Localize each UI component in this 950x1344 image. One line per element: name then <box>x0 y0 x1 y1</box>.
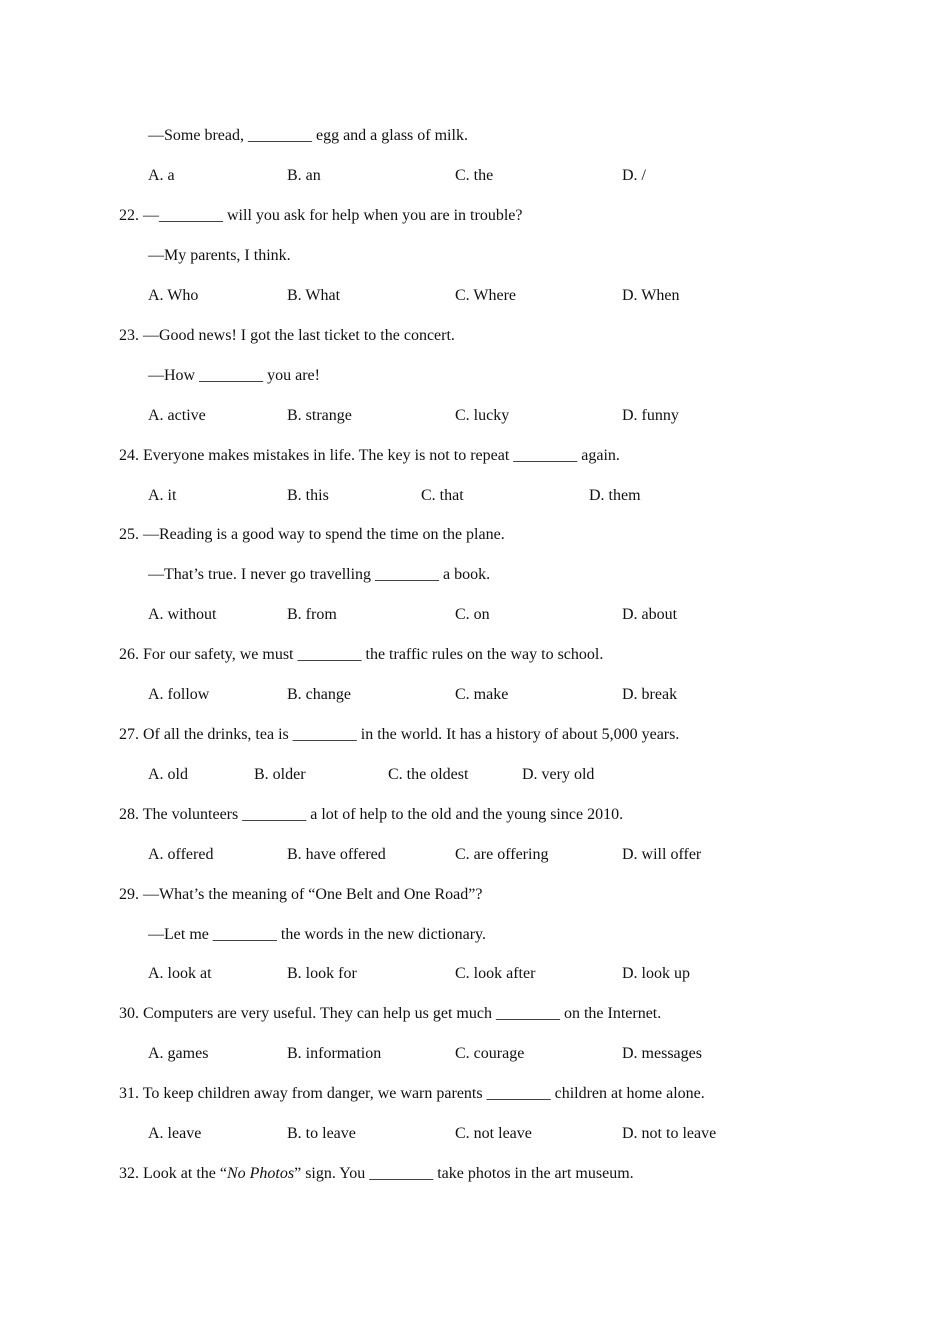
q26-option-b: B. change <box>287 686 351 703</box>
q32-stem-end: ” sign. You ________ take photos in the art museum. <box>294 1165 634 1182</box>
q27-option-b: B. older <box>254 766 306 783</box>
q28-option-a: A. offered <box>148 846 214 863</box>
q21-option-d: D. / <box>622 167 646 184</box>
q31-option-d: D. not to leave <box>622 1125 717 1142</box>
q24-option-a: A. it <box>148 487 177 504</box>
q25-option-a: A. without <box>148 606 217 623</box>
q31-option-b: B. to leave <box>287 1125 356 1142</box>
q26-option-c: C. make <box>455 686 509 703</box>
q32-stem <box>119 1164 634 1184</box>
q24-option-c: C. that <box>421 487 464 504</box>
q30-option-c: C. courage <box>455 1045 525 1062</box>
q28-option-b: B. have offered <box>287 846 386 863</box>
q27-option-a: A. old <box>148 766 188 783</box>
q22-option-c: C. Where <box>455 287 517 304</box>
q31-stem: 31. To keep children away from danger, we warn parents ________ children at home alone. <box>119 1085 705 1102</box>
q24-stem: 24. Everyone makes mistakes in life. The key is not to repeat ________ again. <box>119 447 620 464</box>
q31-option-a: A. leave <box>148 1125 202 1142</box>
q22-stem: 22. —________ will you ask for help when you are in trouble? <box>119 207 523 224</box>
q23-reply: —How ________ you are! <box>148 367 320 384</box>
q29-option-b: B. look for <box>287 965 357 982</box>
q25-reply: —That’s true. I never go travelling ________ a book. <box>148 566 491 583</box>
q27-option-c: C. the oldest <box>388 766 469 783</box>
q21-option-b: B. an <box>287 167 321 184</box>
q26-option-d: D. break <box>622 686 678 703</box>
q22-option-b: B. What <box>287 287 341 304</box>
q21-option-c: C. the <box>455 167 494 184</box>
q31-option-c: C. not leave <box>455 1125 532 1142</box>
q26-stem: 26. For our safety, we must ________ the traffic rules on the way to school. <box>119 646 604 663</box>
q25-stem: 25. —Reading is a good way to spend the time on the plane. <box>119 526 505 543</box>
q24-option-d: D. them <box>589 487 641 504</box>
q21-option-a: A. a <box>148 167 175 184</box>
q23-option-d: D. funny <box>622 407 679 424</box>
q29-reply: —Let me ________ the words in the new dictionary. <box>148 926 486 943</box>
q21-reply: —Some bread, ________ egg and a glass of milk. <box>148 127 468 144</box>
q29-option-d: D. look up <box>622 965 690 982</box>
q26-option-a: A. follow <box>148 686 210 703</box>
q22-option-a: A. Who <box>148 287 199 304</box>
q29-option-a: A. look at <box>148 965 212 982</box>
q28-option-d: D. will offer <box>622 846 702 863</box>
q30-option-d: D. messages <box>622 1045 702 1062</box>
q30-option-a: A. games <box>148 1045 209 1062</box>
q25-option-d: D. about <box>622 606 678 623</box>
q22-reply: —My parents, I think. <box>148 247 291 264</box>
q23-option-b: B. strange <box>287 407 352 424</box>
q25-option-b: B. from <box>287 606 337 623</box>
q23-stem: 23. —Good news! I got the last ticket to the concert. <box>119 327 455 344</box>
q28-stem: 28. The volunteers ________ a lot of help to the old and the young since 2010. <box>119 806 624 823</box>
q24-option-b: B. this <box>287 487 329 504</box>
q22-option-d: D. When <box>622 287 680 304</box>
q28-option-c: C. are offering <box>455 846 549 863</box>
q27-stem: 27. Of all the drinks, tea is ________ in the world. It has a history of about 5,000 years. <box>119 726 680 743</box>
q29-option-c: C. look after <box>455 965 536 982</box>
q29-stem: 29. —What’s the meaning of “One Belt and One Road”? <box>119 886 483 903</box>
q32-sign-name: No Photos <box>226 1165 295 1182</box>
q32-stem-start: 32. Look at the “ <box>119 1165 227 1182</box>
q25-option-c: C. on <box>455 606 490 623</box>
q30-option-b: B. information <box>287 1045 382 1062</box>
q30-stem: 30. Computers are very useful. They can help us get much ________ on the Internet. <box>119 1005 662 1022</box>
q23-option-a: A. active <box>148 407 206 424</box>
q23-option-c: C. lucky <box>455 407 510 424</box>
q27-option-d: D. very old <box>522 766 595 783</box>
